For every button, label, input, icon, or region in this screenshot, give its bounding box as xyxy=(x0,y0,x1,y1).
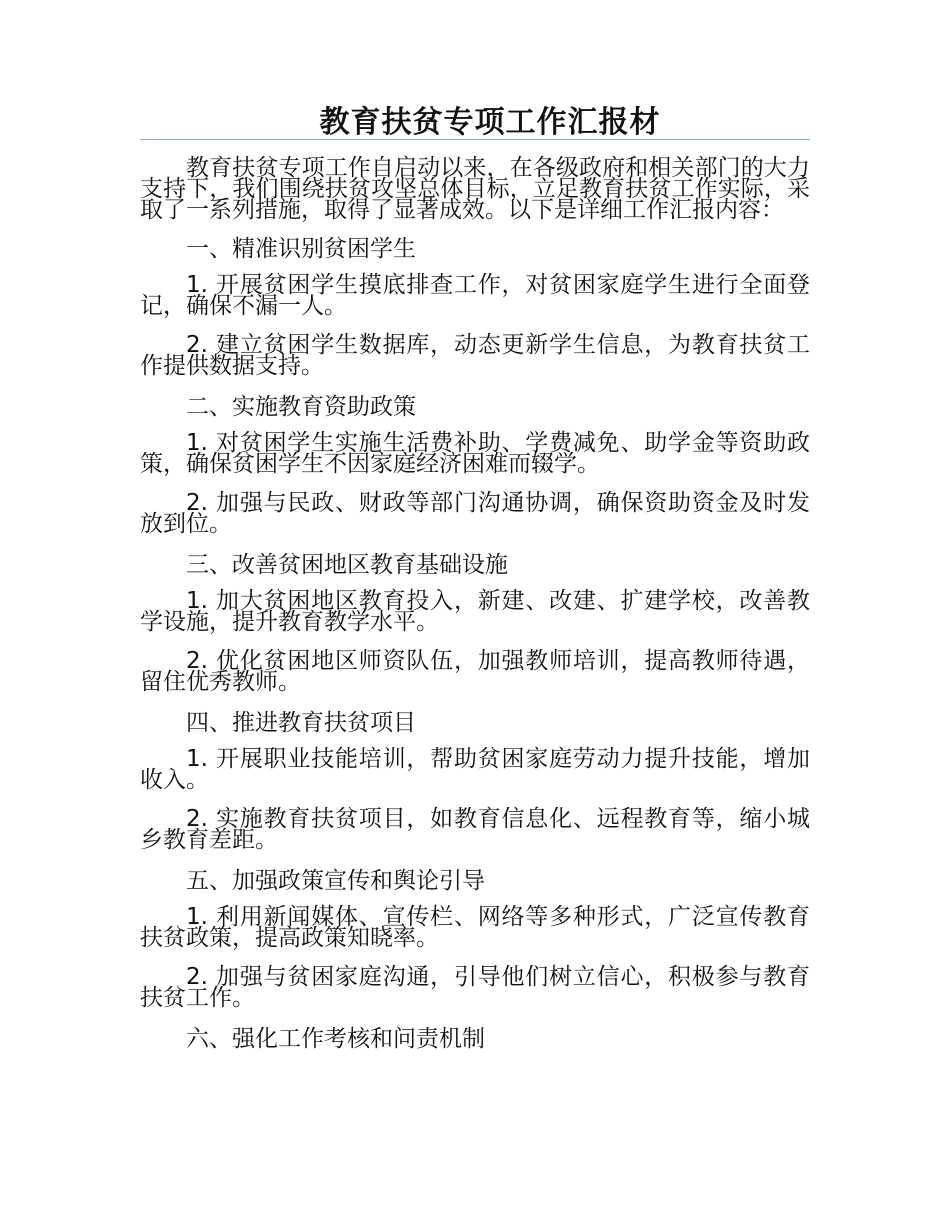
section-heading-4: 四、推进教育扶贫项目 xyxy=(186,710,416,736)
document-body xyxy=(140,155,810,1065)
section-heading-3: 三、改善贫困地区教育基础设施 xyxy=(186,552,508,578)
section-5-item-2: 2. 加强与贫困家庭沟通，引导他们树立信心，积极参与教育扶贫工作。 xyxy=(140,964,810,1011)
section-2-item-1: 1. 对贫困学生实施生活费补助、学费减免、助学金等资助政策，确保贫困学生不因家庭经济困难而辍学。 xyxy=(140,430,810,477)
section-1-item-2: 2. 建立贫困学生数据库，动态更新学生信息，为教育扶贫工作提供数据支持。 xyxy=(140,332,810,379)
section-4-item-1: 1. 开展职业技能培训，帮助贫困家庭劳动力提升技能，增加收入。 xyxy=(140,746,810,793)
section-2-item-2: 2. 加强与民政、财政等部门沟通协调，确保资助资金及时发放到位。 xyxy=(140,490,810,537)
section-heading-5: 五、加强政策宣传和舆论引导 xyxy=(186,868,485,894)
section-4-item-2: 2. 实施教育扶贫项目，如教育信息化、远程教育等，缩小城乡教育差距。 xyxy=(140,806,810,853)
intro-paragraph: 教育扶贫专项工作自启动以来，在各级政府和相关部门的大力支持下，我们围绕扶贫攻坚总体目标，立足教育扶贫工作实际，采取了一系列措施，取得了显著成效。以下是详细工作汇报内容： xyxy=(140,155,810,223)
section-heading-2: 二、实施教育资助政策 xyxy=(186,394,416,420)
section-3-item-2: 2. 优化贫困地区师资队伍，加强教师培训，提高教师待遇，留住优秀教师。 xyxy=(140,648,810,695)
section-3-item-1: 1. 加大贫困地区教育投入，新建、改建、扩建学校，改善教学设施，提升教育教学水平。 xyxy=(140,588,810,635)
title-underline xyxy=(140,139,810,140)
document-title: 教育扶贫专项工作汇报材 xyxy=(319,105,661,140)
section-heading-6: 六、强化工作考核和问责机制 xyxy=(186,1026,485,1052)
section-5-item-1: 1. 利用新闻媒体、宣传栏、网络等多种形式，广泛宣传教育扶贫政策，提高政策知晓率。 xyxy=(140,904,810,951)
section-heading-1: 一、精准识别贫困学生 xyxy=(186,236,416,262)
section-1-item-1: 1. 开展贫困学生摸底排查工作，对贫困家庭学生进行全面登记，确保不漏一人。 xyxy=(140,272,810,319)
